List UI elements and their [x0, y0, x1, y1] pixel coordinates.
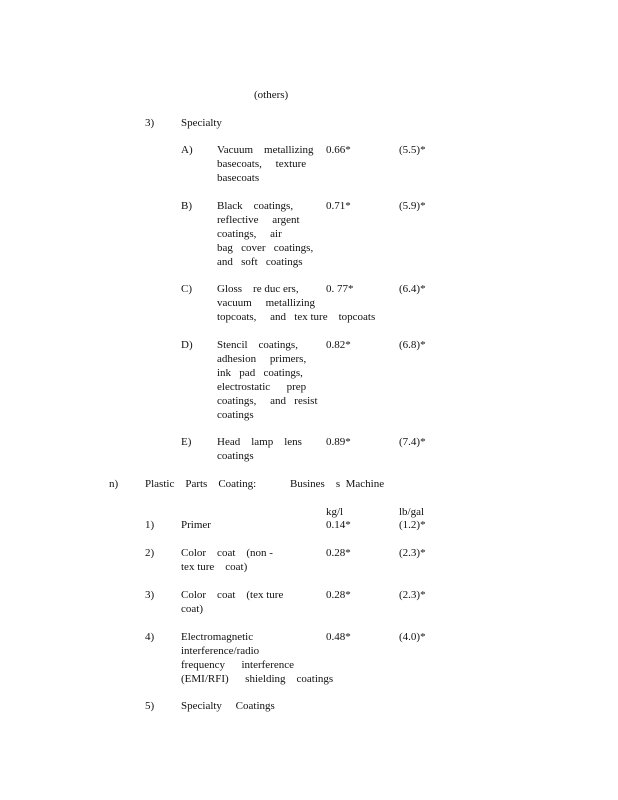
item-description: Head lamp lens coatings — [217, 436, 302, 462]
item-lb-value: (5.5)* — [399, 144, 426, 156]
item-kg-value: 0.82* — [326, 339, 351, 351]
item-number: 3) — [145, 589, 155, 601]
item-description: Stencil coatings, adhesion primers, ink pad coatings, electrostatic prep coatings, and resist coatings — [217, 339, 318, 421]
section-title: Plastic Parts Coating: — [145, 478, 257, 490]
item-lb-value: (5.9)* — [399, 200, 426, 212]
item-description: Black coatings, reflective argent coatings, air bag cover coatings, and soft coatings — [217, 200, 314, 268]
item-lb-value: (7.4)* — [399, 436, 426, 448]
unit-lb-header: lb/gal — [399, 506, 425, 518]
item-description: Primer — [181, 519, 211, 531]
item-lb-value: (2.3)* — [399, 589, 426, 601]
item-lb-value: (4.0)* — [399, 631, 426, 643]
item-kg-value: 0.66* — [326, 144, 351, 156]
item-number: 2) — [145, 547, 155, 559]
item-description: Gloss re duc ers, vacuum metallizing topcoats, and tex ture topcoats — [217, 283, 376, 323]
unit-kg-header: kg/l — [326, 506, 344, 518]
item-lb-value: (6.4)* — [399, 283, 426, 295]
item-number: 4) — [145, 631, 155, 643]
section-subtitle: Busines s Machine — [290, 478, 385, 490]
section-label: n) — [109, 478, 119, 490]
item-kg-value: 0.14* — [326, 519, 351, 531]
section-title: Specialty — [181, 117, 222, 129]
item-description: Vacuum metallizing basecoats, texture basecoats — [217, 144, 314, 184]
item-kg-value: 0.28* — [326, 589, 351, 601]
item-lb-value: (6.8)* — [399, 339, 426, 351]
item-description: Color coat (non - tex ture coat) — [181, 547, 273, 573]
item-kg-value: 0. 77* — [326, 283, 354, 295]
item-kg-value: 0.48* — [326, 631, 351, 643]
item-lb-value: (2.3)* — [399, 547, 426, 559]
item-kg-value: 0.28* — [326, 547, 351, 559]
item-lb-value: (1.2)* — [399, 519, 426, 531]
item-number: 5) — [145, 700, 155, 712]
item-letter: B) — [181, 200, 192, 212]
item-kg-value: 0.89* — [326, 436, 351, 448]
item-description: Electromagnetic interference/radio frequency interference (EMI/RFI) shielding coatings — [181, 631, 334, 685]
item-letter: A) — [181, 144, 193, 156]
item-letter: D) — [181, 339, 193, 351]
section-number: 3) — [145, 117, 155, 129]
item-letter: E) — [181, 436, 192, 448]
item-kg-value: 0.71* — [326, 200, 351, 212]
item-number: 1) — [145, 519, 155, 531]
item-description: Specialty Coatings — [181, 700, 275, 712]
item-description: Color coat (tex ture coat) — [181, 589, 284, 615]
item-letter: C) — [181, 283, 192, 295]
others-label: (others) — [254, 89, 289, 101]
